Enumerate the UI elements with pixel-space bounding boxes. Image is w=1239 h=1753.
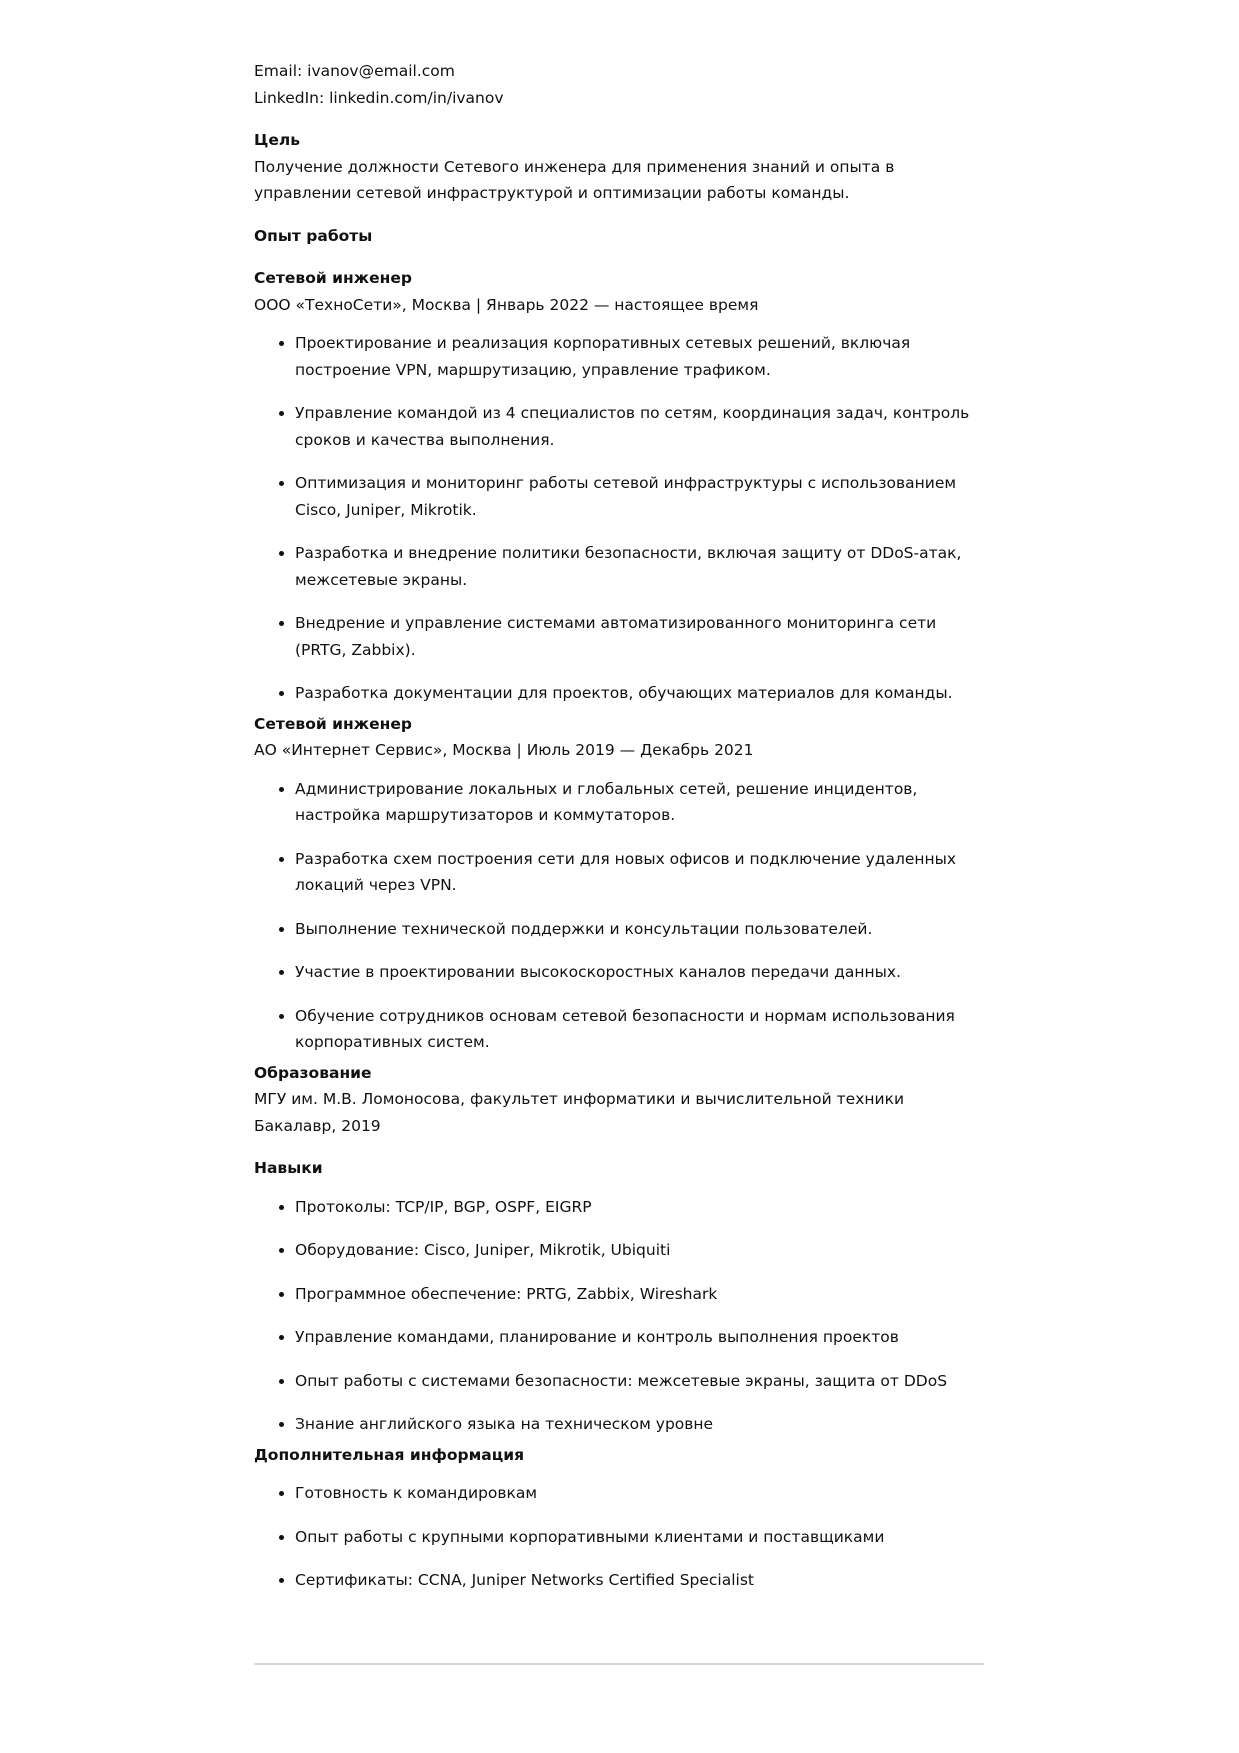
list-item: • Знание английского языка на техническом уровне (295, 1411, 984, 1438)
job-duties-list (254, 776, 984, 1056)
list-item: • Разработка схем построения сети для новых офисов и подключение удаленных локаций через VPN. (295, 846, 984, 899)
skills-section (254, 1155, 984, 1438)
list-item: • Участие в проектировании высокоскоростных каналов передачи данных. (295, 959, 984, 986)
list-item: • Программное обеспечение: PRTG, Zabbix, Wireshark (295, 1281, 984, 1308)
bottom-divider (254, 1663, 984, 1665)
list-item: • Сертификаты: CCNA, Juniper Networks Certified Specialist (295, 1567, 984, 1594)
job-title: Сетевой инженер (254, 269, 412, 287)
job-title: Сетевой инженер (254, 714, 412, 733)
objective-text: Получение должности Сетевого инженера для применения знаний и опыта в управлении сетевой инфраструктурой и оптимизации работы команды. (254, 157, 895, 202)
job-entry-2 (254, 711, 984, 1056)
contact-linkedin: LinkedIn: linkedin.com/in/ivanov (254, 88, 504, 107)
skills-list (254, 1194, 984, 1438)
skills-heading: Навыки (254, 1159, 323, 1177)
objective-heading: Цель (254, 131, 301, 149)
list-item: • Выполнение технической поддержки и консультации пользователей. (295, 916, 984, 943)
education-university: МГУ им. М.В. Ломоносова, факультет информатики и вычислительной техники (254, 1090, 905, 1108)
list-item: • Опыт работы с крупными корпоративными клиентами и поставщиками (295, 1524, 984, 1551)
list-item: • Оптимизация и мониторинг работы сетевой инфраструктуры с использованием Cisco, Juniper, Mikrotik. (295, 470, 984, 523)
objective-section (254, 127, 984, 207)
job-meta: АО «Интернет Сервис», Москва | Июль 2019 — Декабрь 2021 (254, 741, 754, 759)
list-item: • Управление командами, планирование и контроль выполнения проектов (295, 1324, 984, 1351)
education-section (254, 1060, 984, 1140)
experience-heading: Опыт работы (254, 226, 373, 245)
list-item: • Готовность к командировкам (295, 1480, 984, 1507)
contact-info (254, 58, 984, 111)
list-item: • Протоколы: TCP/IP, BGP, OSPF, EIGRP (295, 1194, 984, 1221)
education-degree: Бакалавр, 2019 (254, 1116, 381, 1135)
additional-section (254, 1442, 984, 1594)
list-item: • Опыт работы с системами безопасности: межсетевые экраны, защита от DDoS (295, 1368, 984, 1395)
additional-list (254, 1480, 984, 1594)
job-meta: ООО «ТехноСети», Москва | Январь 2022 — настоящее время (254, 295, 759, 314)
experience-section (254, 223, 984, 1056)
list-item: • Обучение сотрудников основам сетевой безопасности и нормам использования корпоративных систем. (295, 1003, 984, 1056)
list-item: • Администрирование локальных и глобальных сетей, решение инцидентов, настройка маршрутизаторов и коммутаторов. (295, 776, 984, 829)
list-item: • Разработка и внедрение политики безопасности, включая защиту от DDoS-атак, межсетевые экраны. (295, 540, 984, 593)
list-item: • Оборудование: Cisco, Juniper, Mikrotik, Ubiquiti (295, 1237, 984, 1264)
job-duties-list (254, 330, 984, 707)
resume-content (254, 58, 984, 1598)
list-item: • Управление командой из 4 специалистов по сетям, координация задач, контроль сроков и качества выполнения. (295, 400, 984, 453)
contact-email: Email: ivanov@email.com (254, 62, 455, 80)
education-heading: Образование (254, 1063, 372, 1082)
list-item: • Разработка документации для проектов, обучающих материалов для команды. (295, 680, 984, 707)
list-item: • Внедрение и управление системами автоматизированного мониторинга сети (PRTG, Zabbix). (295, 610, 984, 663)
list-item: • Проектирование и реализация корпоративных сетевых решений, включая построение VPN, маршрутизацию, управление трафиком. (295, 330, 984, 383)
additional-heading: Дополнительная информация (254, 1445, 525, 1464)
job-entry-1 (254, 265, 984, 707)
